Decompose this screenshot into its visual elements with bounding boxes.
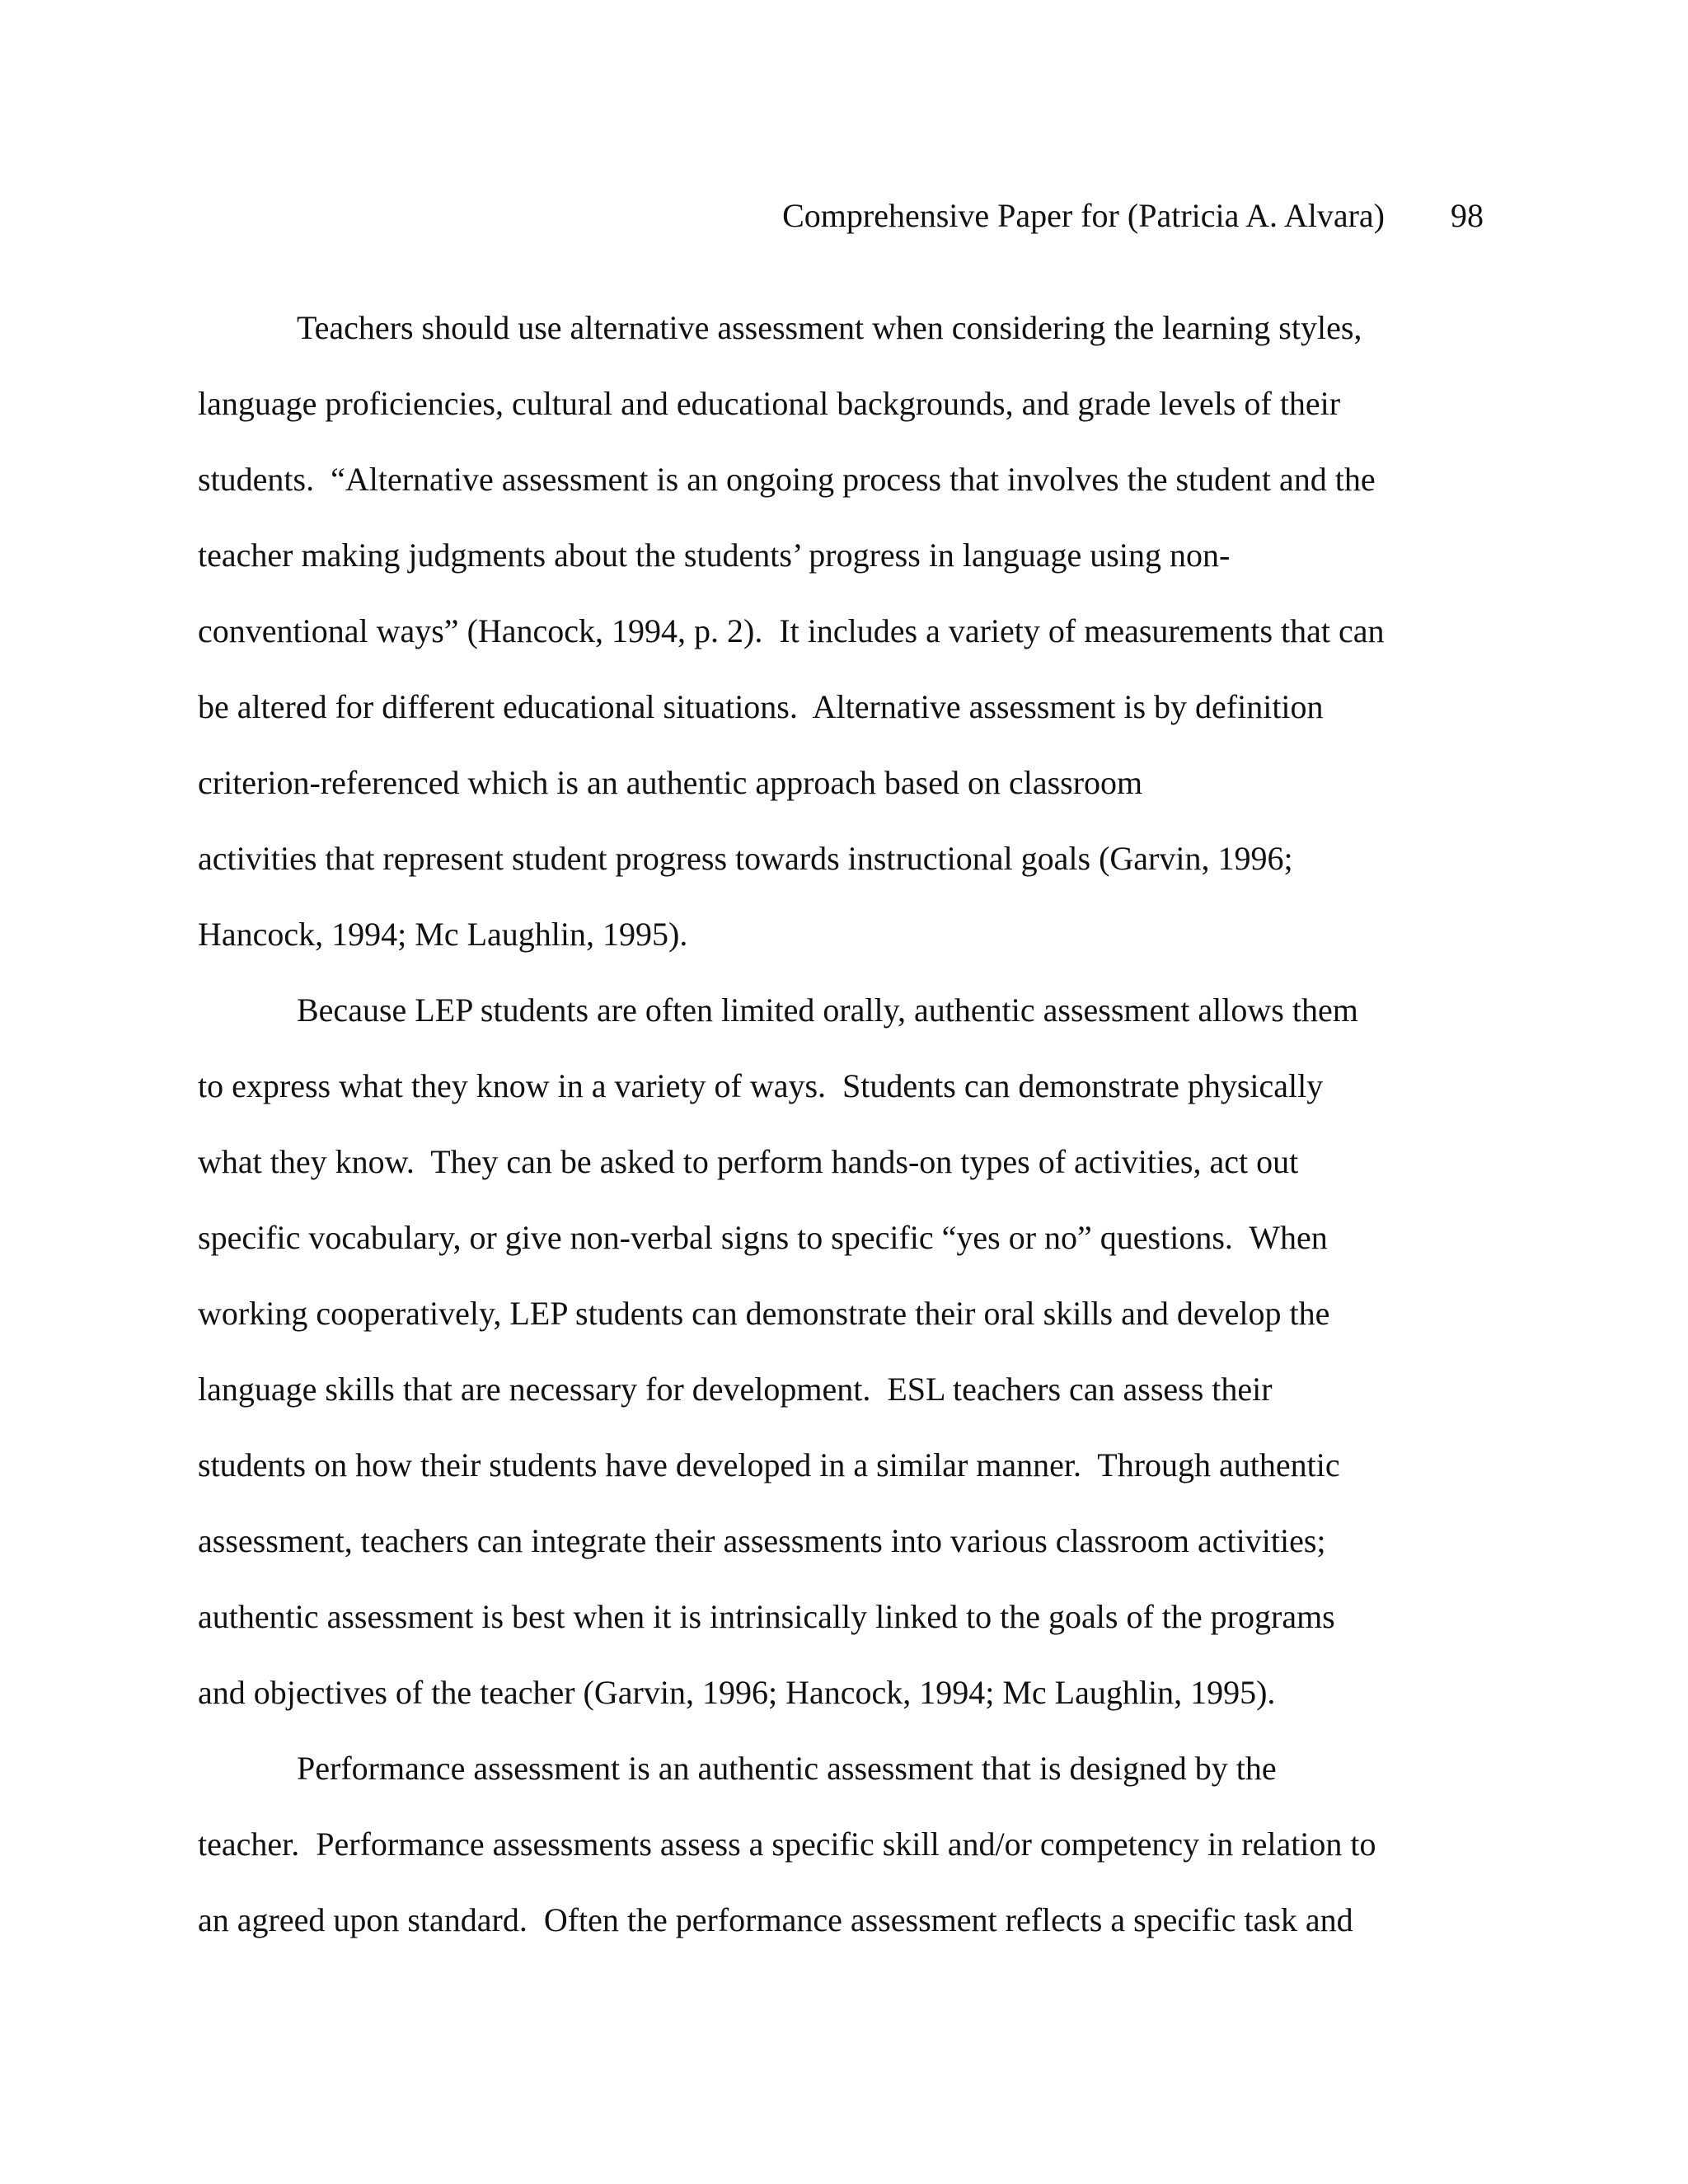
text-line: specific vocabulary, or give non-verbal signs to specific “yes or no” questions. When [198,1219,1328,1256]
text-line: what they know. They can be asked to perform hands-on types of activities, act out [198,1143,1299,1180]
page-number: 98 [1451,197,1484,234]
text-line: Because LEP students are often limited orally, authentic assessment allows them [297,991,1358,1029]
text-line: criterion-referenced which is an authentic approach based on classroom [198,764,1143,801]
text-line: working cooperatively, LEP students can demonstrate their oral skills and develop the [198,1295,1330,1332]
text-line: Performance assessment is an authentic assessment that is designed by the [297,1750,1277,1787]
text-line: and objectives of the teacher (Garvin, 1996; Hancock, 1994; Mc Laughlin, 1995). [198,1674,1276,1711]
text-line: language proficiencies, cultural and educational backgrounds, and grade levels of their [198,385,1341,422]
text-line: conventional ways” (Hancock, 1994, p. 2). It includes a variety of measurements that can [198,612,1385,649]
text-line: assessment, teachers can integrate their assessments into various classroom activities; [198,1522,1326,1559]
running-head-title: Comprehensive Paper for (Patricia A. Alvara) [782,197,1385,234]
text-line: an agreed upon standard. Often the performance assessment reflects a specific task and [198,1901,1353,1938]
text-line: students on how their students have developed in a similar manner. Through authentic [198,1446,1340,1483]
text-line: teacher making judgments about the students’ progress in language using non- [198,537,1231,574]
text-line: language skills that are necessary for development. ESL teachers can assess their [198,1371,1273,1408]
text-line: to express what they know in a variety of ways. Students can demonstrate physically [198,1067,1324,1104]
text-line: teacher. Performance assessments assess a specific skill and/or competency in relation to [198,1825,1376,1863]
text-line: authentic assessment is best when it is intrinsically linked to the goals of the programs [198,1598,1335,1635]
body-text [198,290,1484,1958]
text-line: Teachers should use alternative assessment when considering the learning styles, [297,309,1362,346]
text-line: activities that represent student progress towards instructional goals (Garvin, 1996; [198,840,1293,877]
text-line: be altered for different educational situations. Alternative assessment is by definition [198,688,1324,725]
text-line: students. “Alternative assessment is an ongoing process that involves the student and the [198,461,1376,498]
text-line: Hancock, 1994; Mc Laughlin, 1995). [198,916,688,953]
